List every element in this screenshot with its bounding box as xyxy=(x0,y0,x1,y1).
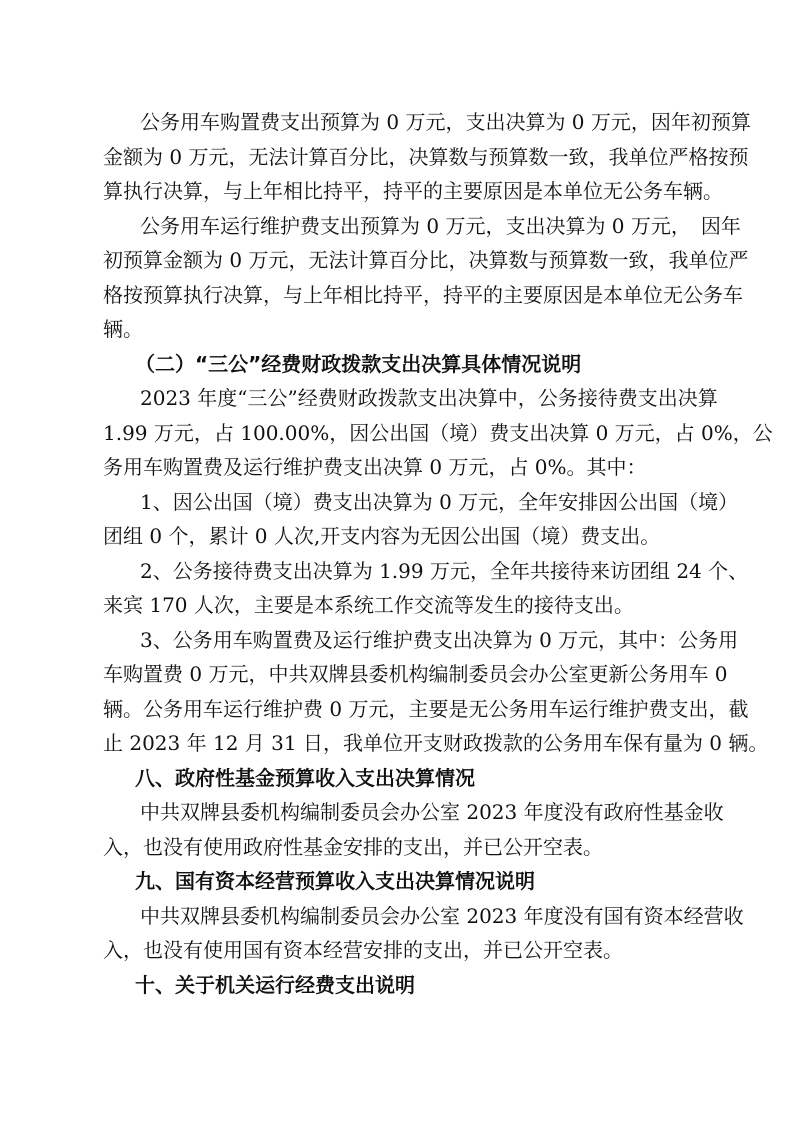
text-line: 算执行决算，与上年相比持平，持平的主要原因是本单位无公务车辆。 xyxy=(103,179,723,203)
text-line: 格按预算执行决算，与上年相比持平，持平的主要原因是本单位无公务车 xyxy=(103,282,743,307)
text-line: 1.99 万元，占 100.00%，因公出国（境）费支出决算 0 万元，占 0%，公 xyxy=(103,420,773,445)
text-line: 1、因公出国（境）费支出决算为 0 万元，全年安排因公出国（境） xyxy=(140,489,739,514)
text-line: 辆。公务用车运行维护费 0 万元，主要是无公务用车运行维护费支出，截 xyxy=(103,696,749,721)
text-line: （二）“三公”经费财政拨款支出决算具体情况说明 xyxy=(135,351,582,376)
text-line: 车购置费 0 万元，中共双牌县委机构编制委员会办公室更新公务用车 0 xyxy=(103,662,728,686)
paragraph xyxy=(103,105,751,209)
text-line: 辆。 xyxy=(103,317,143,341)
text-line: 入，也没有使用国有资本经营安排的支出，并已公开空表。 xyxy=(103,938,623,962)
section-heading xyxy=(103,761,652,796)
text-line: 团组 0 个，累计 0 人次,开支内容为无因公出国（境）费支出。 xyxy=(103,524,661,548)
paragraph xyxy=(103,209,749,347)
paragraph xyxy=(103,485,739,554)
text-line: 中共双牌县委机构编制委员会办公室 2023 年度没有国有资本经营收 xyxy=(140,903,744,928)
text-line: 中共双牌县委机构编制委员会办公室 2023 年度没有政府性基金收 xyxy=(140,800,724,824)
text-line: 2、公务接待费支出决算为 1.99 万元，全年共接待来访团组 24 个、 xyxy=(140,558,749,583)
text-line: 务用车购置费及运行维护费支出决算 0 万元，占 0%。其中： xyxy=(103,455,647,479)
text-line: 十、关于机关运行经费支出说明 xyxy=(135,972,415,997)
section-heading xyxy=(103,968,652,1003)
paragraph xyxy=(103,554,749,623)
text-line: 入，也没有使用政府性基金安排的支出，并已公开空表。 xyxy=(103,834,603,859)
text-line: 3、公务用车购置费及运行维护费支出决算为 0 万元，其中：公务用 xyxy=(140,627,739,652)
text-line: 来宾 170 人次，主要是本系统工作交流等发生的接待支出。 xyxy=(103,593,634,617)
text-line: 八、政府性基金预算收入支出决算情况 xyxy=(135,765,475,790)
document-body xyxy=(103,105,773,1002)
text-line: 公务用车运行维护费支出预算为 0 万元，支出决算为 0 万元， 因年 xyxy=(140,213,741,238)
text-line: 止 2023 年 12 月 31 日，我单位开支财政拨款的公务用车保有量为 0 辆。 xyxy=(103,731,769,755)
paragraph xyxy=(103,381,773,485)
text-line: 公务用车购置费支出预算为 0 万元，支出决算为 0 万元，因年初预算 xyxy=(140,110,751,134)
section-heading xyxy=(103,864,652,899)
text-line: 九、国有资本经营预算收入支出决算情况说明 xyxy=(135,869,535,893)
section-heading xyxy=(103,347,652,382)
paragraph xyxy=(103,899,744,968)
text-line: 初预算金额为 0 万元，无法计算百分比，决算数与预算数一致，我单位严 xyxy=(103,248,749,272)
paragraph xyxy=(103,623,769,761)
text-line: 金额为 0 万元，无法计算百分比，决算数与预算数一致，我单位严格按预 xyxy=(103,144,749,169)
text-line: 2023 年度“三公”经费财政拨款支出决算中，公务接待费支出决算 xyxy=(140,386,718,410)
paragraph xyxy=(103,795,724,864)
